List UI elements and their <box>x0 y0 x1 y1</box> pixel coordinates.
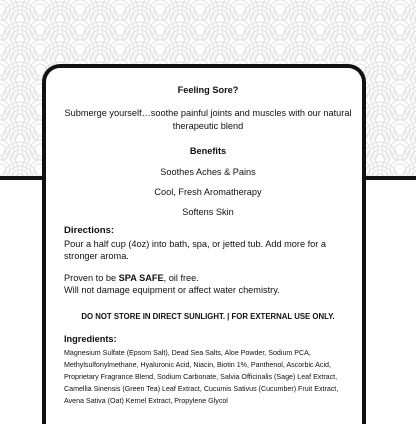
spa-safe-suffix: , oil free. <box>163 273 199 283</box>
directions-text: Pour a half cup (4oz) into bath, spa, or jetted tub. Add more for a stronger aroma. <box>64 239 326 261</box>
headline: Feeling Sore? <box>177 85 239 95</box>
benefit-item: Softens Skin <box>182 207 234 217</box>
spa-safe-prefix: Proven to be <box>64 273 119 283</box>
benefit-item: Cool, Fresh Aromatherapy <box>154 187 262 197</box>
benefit-item: Soothes Aches & Pains <box>160 167 256 177</box>
benefits-title: Benefits <box>189 146 227 156</box>
spa-safe-highlight: SPA SAFE <box>118 273 164 283</box>
product-info-card <box>42 64 366 424</box>
ingredients-list: Magnesium Sulfate (Epsom Salt), Dead Sea Salts, Aloe Powder, Sodium PCA, Methylsulfonylmethane, Hyaluronic Acid, Niacin, Biotin 1%, Panthenol, Ascorbic Acid, Proprietary Fragrance Blend, Sodium Carbonate, Salvia Officinalis (Sage) Leaf Extract, Camellia Sinensis (Green Tea) Leaf Extract, Cucumis Sativus (Cucumber) Fruit Extract, Avena Sativa (Oat) Kernel Extract, Propylene Glycol <box>64 349 339 405</box>
intro-text: Submerge yourself…soothe painful joints and muscles with our natural therapeutic blend <box>64 108 352 131</box>
spa-safe-text <box>64 272 352 296</box>
storage-warning: DO NOT STORE IN DIRECT SUNLIGHT. | FOR EXTERNAL USE ONLY. <box>81 312 335 321</box>
equipment-note: Will not damage equipment or affect water chemistry. <box>64 285 280 295</box>
ingredients-title: Ingredients: <box>64 334 117 344</box>
directions-title: Directions: <box>64 225 115 236</box>
